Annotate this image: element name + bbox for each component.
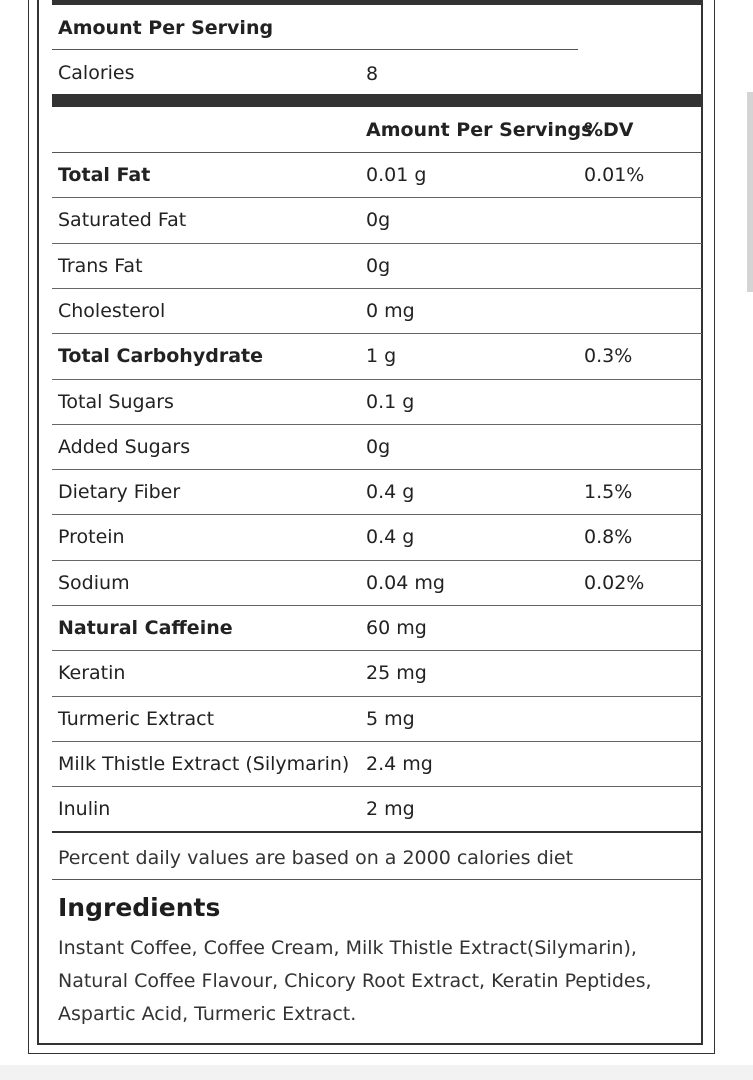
nutrient-daily-value: 0.02% (584, 572, 645, 594)
divider-footnote (52, 879, 702, 880)
amount-per-serving-heading: Amount Per Serving (58, 17, 274, 39)
row-divider (52, 605, 702, 606)
row-divider (52, 514, 702, 515)
nutrient-name: Cholesterol (58, 300, 166, 322)
nutrient-name: Total Sugars (58, 391, 174, 413)
nutrient-amount: 0.4 g (366, 526, 415, 548)
nutrient-amount: 1 g (366, 345, 397, 367)
row-divider (52, 696, 702, 697)
calories-label: Calories (58, 62, 135, 84)
nutrient-amount: 0.1 g (366, 391, 415, 413)
nutrient-name: Milk Thistle Extract (Silymarin) (58, 753, 350, 775)
row-divider (52, 424, 702, 425)
nutrient-daily-value: 0.8% (584, 526, 633, 548)
nutrient-amount: 0.01 g (366, 164, 427, 186)
nutrient-amount: 5 mg (366, 708, 415, 730)
column-header-dv: %DV (584, 119, 634, 141)
scrollbar-thumb[interactable] (747, 92, 753, 292)
nutrient-amount: 0 mg (366, 300, 415, 322)
nutrient-name: Protein (58, 526, 125, 548)
nutrient-amount: 0.4 g (366, 481, 415, 503)
bottom-strip (0, 1065, 753, 1080)
daily-values-footnote: Percent daily values are based on a 2000 calories diet (58, 847, 574, 869)
nutrient-name: Keratin (58, 662, 126, 684)
nutrient-amount: 0g (366, 255, 391, 277)
nutrient-name: Sodium (58, 572, 130, 594)
nutrient-daily-value: 0.3% (584, 345, 633, 367)
nutrient-name: Turmeric Extract (58, 708, 215, 730)
column-header-amount: Amount Per Servings (366, 119, 593, 141)
nutrient-amount: 25 mg (366, 662, 427, 684)
nutrient-name: Total Fat (58, 164, 151, 186)
row-divider (52, 650, 702, 651)
divider-amount (52, 49, 578, 50)
nutrient-name: Added Sugars (58, 436, 191, 458)
nutrient-name: Dietary Fiber (58, 481, 181, 503)
nutrient-amount: 2.4 mg (366, 753, 433, 775)
nutrient-daily-value: 0.01% (584, 164, 645, 186)
nutrient-amount: 0.04 mg (366, 572, 445, 594)
nutrient-amount: 0g (366, 436, 391, 458)
nutrient-name: Trans Fat (58, 255, 143, 277)
nutrient-name: Inulin (58, 798, 111, 820)
thick-rule (52, 94, 702, 107)
nutrient-daily-value: 1.5% (584, 481, 633, 503)
nutrient-name: Saturated Fat (58, 209, 187, 231)
nutrient-amount: 60 mg (366, 617, 427, 639)
calories-value: 8 (366, 63, 379, 85)
row-divider (52, 243, 702, 244)
nutrient-amount: 2 mg (366, 798, 415, 820)
nutrient-amount: 0g (366, 209, 391, 231)
ingredients-text: Instant Coffee, Coffee Cream, Milk Thistle Extract(Silymarin), Natural Coffee Flavour, Chicory Root Extract, Keratin Peptides, Aspartic Acid, Turmeric Extract. (58, 937, 652, 1025)
row-divider (52, 288, 702, 289)
row-divider (52, 469, 702, 470)
row-divider (52, 333, 702, 334)
ingredients-heading: Ingredients (58, 893, 221, 922)
row-divider (52, 197, 702, 198)
row-divider (52, 560, 702, 561)
divider-column-header (52, 152, 702, 153)
row-divider (52, 741, 702, 742)
nutrient-name: Total Carbohydrate (58, 345, 263, 367)
row-divider (52, 786, 702, 787)
row-divider (52, 379, 702, 380)
nutrient-name: Natural Caffeine (58, 617, 233, 639)
divider-table-end (52, 831, 702, 833)
nutrition-panel-border (37, 0, 703, 1045)
top-rule (52, 0, 702, 5)
